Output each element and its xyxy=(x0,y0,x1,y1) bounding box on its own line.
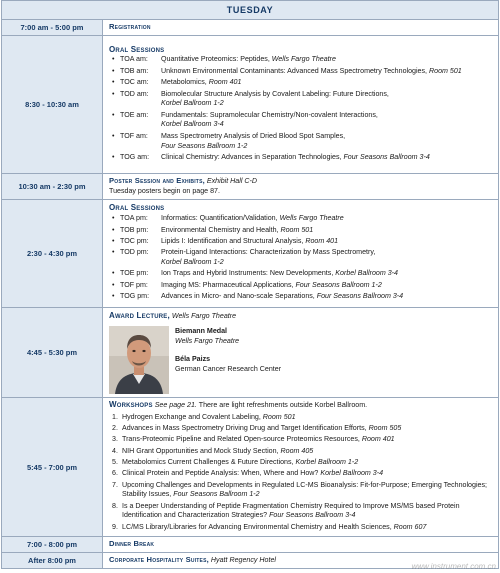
bullet-icon: • xyxy=(112,55,115,64)
list-item: • TOA pm: Informatics: Quantification/Validation, Wells Fargo Theatre xyxy=(112,214,344,223)
time-poster: 10:30 am - 2:30 pm xyxy=(2,174,103,200)
list-item: 4. NIH Grant Opportunities and Mock Study Section, Room 405 xyxy=(112,446,314,455)
list-item: 5. Metabolomics Current Challenges & Future Directions, Korbel Ballroom 1-2 xyxy=(112,457,359,466)
content-poster xyxy=(103,174,499,200)
time-award: 4:45 - 5:30 pm xyxy=(2,308,103,398)
hospitality-location: Hyatt Regency Hotel xyxy=(210,555,276,564)
bullet-icon: • xyxy=(112,110,115,119)
row-award xyxy=(2,308,499,398)
content-registration xyxy=(103,20,499,36)
workshops-see: See page 21. xyxy=(154,401,197,409)
row-oral-pm xyxy=(2,200,499,308)
row-oral-am xyxy=(2,36,499,174)
time-dinner: 7:00 - 8:00 pm xyxy=(2,537,103,553)
content-dinner xyxy=(103,537,499,553)
award-body xyxy=(109,326,493,394)
list-item: • TOD am: Biomolecular Structure Analysis by Covalent Labeling: Future Directions, Korbel Ballroom 1-2 xyxy=(112,89,389,108)
list-item: 2. Advances in Mass Spectrometry Driving Drug and Target Identification Efforts, Room 505 xyxy=(112,424,402,433)
list-item: 1. Hydrogen Exchange and Covalent Labeling, Room 501 xyxy=(112,412,296,421)
list-item: 3. Trans-Proteomic Pipeline and Related Open-source Proteomics Resources, Room 401 xyxy=(112,435,395,444)
list-item: • TOG am: Clinical Chemistry: Advances in Separation Technologies, Four Seasons Ballroom 3-4 xyxy=(112,153,430,162)
bullet-icon: • xyxy=(112,225,115,234)
hospitality-title: Corporate Hospitality Suites, xyxy=(109,554,209,564)
bullet-icon: • xyxy=(112,78,115,87)
row-dinner xyxy=(2,537,499,553)
list-item: • TOG pm: Advances in Micro- and Nano-scale Separations, Four Seasons Ballroom 3-4 xyxy=(112,292,404,301)
list-item: • TOC pm: Lipids I: Identification and Structural Analysis, Room 401 xyxy=(112,236,339,245)
list-item: • TOB pm: Environmental Chemistry and Health, Room 501 xyxy=(112,225,314,234)
bullet-icon: • xyxy=(112,292,115,301)
content-award xyxy=(103,308,499,398)
workshops-header xyxy=(109,400,493,411)
content-oral-pm xyxy=(103,200,499,308)
dinner-title: Dinner Break xyxy=(109,539,155,549)
bullet-icon: • xyxy=(112,131,115,140)
bullet-icon: • xyxy=(112,66,115,75)
time-registration: 7:00 am - 5:00 pm xyxy=(2,20,103,36)
list-item: • TOC am: Metabolomics, Room 401 xyxy=(112,78,242,87)
list-item: • TOE pm: Ion Traps and Hybrid Instruments: New Developments, Korbel Ballroom 3-4 xyxy=(112,269,398,278)
bullet-icon: • xyxy=(112,269,115,278)
award-heading: Award Lecture, xyxy=(109,311,170,321)
list-item: • TOE am: Fundamentals: Supramolecular Chemistry/Non-covalent Interactions, Korbel Ballroom 3-4 xyxy=(112,110,378,129)
list-item: • TOF am: Mass Spectrometry Analysis of Dried Blood Spot Samples, Four Seasons Ballroom 1-2 xyxy=(112,131,346,150)
oral-am-heading: Oral Sessions xyxy=(109,44,165,54)
award-speaker: Béla Paizs xyxy=(175,355,211,364)
award-medal: Biemann Medal xyxy=(175,326,228,335)
speaker-photo-icon xyxy=(109,326,169,394)
oral-am-list xyxy=(109,55,493,163)
workshops-list xyxy=(109,413,493,533)
list-item: • TOD pm: Protein-Ligand Interactions: Characterization by Mass Spectrometry, Korbel Ballroom 1-2 xyxy=(112,248,376,267)
day-header: TUESDAY xyxy=(1,0,499,19)
poster-note: Tuesday posters begin on page 87. xyxy=(109,187,220,195)
watermark: www.instrument.com.cn xyxy=(411,562,496,571)
workshops-note: There are light refreshments outside Korbel Ballroom. xyxy=(198,401,368,409)
list-item: 6. Clinical Protein and Peptide Analysis: When, Where and How? Korbel Ballroom 3-4 xyxy=(112,469,384,478)
time-oral-am: 8:30 - 10:30 am xyxy=(2,36,103,174)
award-location: Wells Fargo Theatre xyxy=(171,312,237,321)
oral-pm-list xyxy=(109,214,493,302)
time-hospitality: After 8:00 pm xyxy=(2,552,103,568)
poster-heading: Poster Session and Exhibits, xyxy=(109,176,205,186)
bullet-icon: • xyxy=(112,236,115,245)
registration-title: Registration xyxy=(109,22,151,32)
list-item: 9. LC/MS Library/Libraries for Advancing Environmental Chemistry and Health Sciences, Room 607 xyxy=(112,522,427,531)
oral-pm-heading: Oral Sessions xyxy=(109,203,165,213)
content-workshops xyxy=(103,398,499,537)
award-affiliation: German Cancer Research Center xyxy=(175,365,282,374)
list-item: 8. Is a Deeper Understanding of Peptide Fragmentation Chemistry Required to Improve MS/MS based Protein Identification and Characterization Strategies? Four Seasons Ballroom 3-4 xyxy=(112,501,460,520)
bullet-icon: • xyxy=(112,214,115,223)
poster-location: Exhibit Hall C-D xyxy=(206,177,257,186)
list-item: • TOB am: Unknown Environmental Contaminants: Advanced Mass Spectrometry Technologies, Room 501 xyxy=(112,66,462,75)
list-item: 7. Upcoming Challenges and Developments in Regulated LC-MS Bioanalysis: Fit-for-Purpose; Emerging Technologies; Stability Issues, Four Seasons Ballroom 1-2 xyxy=(112,480,487,499)
time-oral-pm: 2:30 - 4:30 pm xyxy=(2,200,103,308)
bullet-icon: • xyxy=(112,153,115,162)
row-poster xyxy=(2,174,499,200)
schedule-table xyxy=(1,19,499,569)
row-registration xyxy=(2,20,499,36)
content-oral-am xyxy=(103,36,499,174)
award-text xyxy=(175,326,281,375)
workshops-heading: Workshops xyxy=(109,400,153,409)
list-item: • TOA am: Quantitative Proteomics: Peptides, Wells Fargo Theatre xyxy=(112,55,336,64)
bullet-icon: • xyxy=(112,248,115,257)
bullet-icon: • xyxy=(112,280,115,289)
bullet-icon: • xyxy=(112,89,115,98)
time-workshops: 5:45 - 7:00 pm xyxy=(2,398,103,537)
row-workshops xyxy=(2,398,499,537)
list-item: • TOF pm: Imaging MS: Pharmaceutical Applications, Four Seasons Ballroom 1-2 xyxy=(112,280,382,289)
award-medal-location: Wells Fargo Theatre xyxy=(175,336,240,345)
